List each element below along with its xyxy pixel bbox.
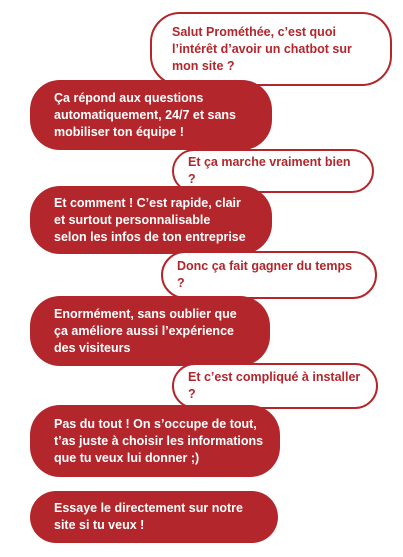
user-message-text: Donc ça fait gagner du temps ?	[177, 259, 353, 290]
bot-message-text: Enormément, sans oublier que ça améliore aussi l’expérience des visiteurs	[54, 306, 237, 355]
bot-message-bubble	[30, 186, 272, 254]
bot-message-bubble	[30, 405, 280, 477]
bot-message-bubble	[30, 296, 270, 366]
bot-message-text: Ça répond aux questions automatiquement, 24/7 et sans mobiliser ton équipe !	[54, 90, 237, 139]
user-message-text: Et ça marche vraiment bien ?	[188, 155, 351, 186]
bot-message-bubble	[30, 491, 278, 543]
bot-message-text: Pas du tout ! On s’occupe de tout, t’as juste à choisir les informations que tu veux lui donner ;)	[54, 416, 264, 465]
bot-message-text: Essaye le directement sur notre site si tu veux !	[54, 501, 243, 532]
user-message-text: Salut Prométhée, c’est quoi l’intérêt d’avoir un chatbot sur mon site ?	[172, 24, 352, 73]
bot-message-text: Et comment ! C’est rapide, clair et surtout personnalisable selon les infos de ton entreprise	[54, 195, 246, 244]
user-message-bubble	[161, 251, 377, 299]
user-message-bubble	[150, 12, 392, 86]
bot-message-bubble	[30, 80, 272, 150]
user-message-text: Et c’est compliqué à installer ?	[188, 370, 361, 401]
user-message-bubble	[172, 363, 378, 409]
